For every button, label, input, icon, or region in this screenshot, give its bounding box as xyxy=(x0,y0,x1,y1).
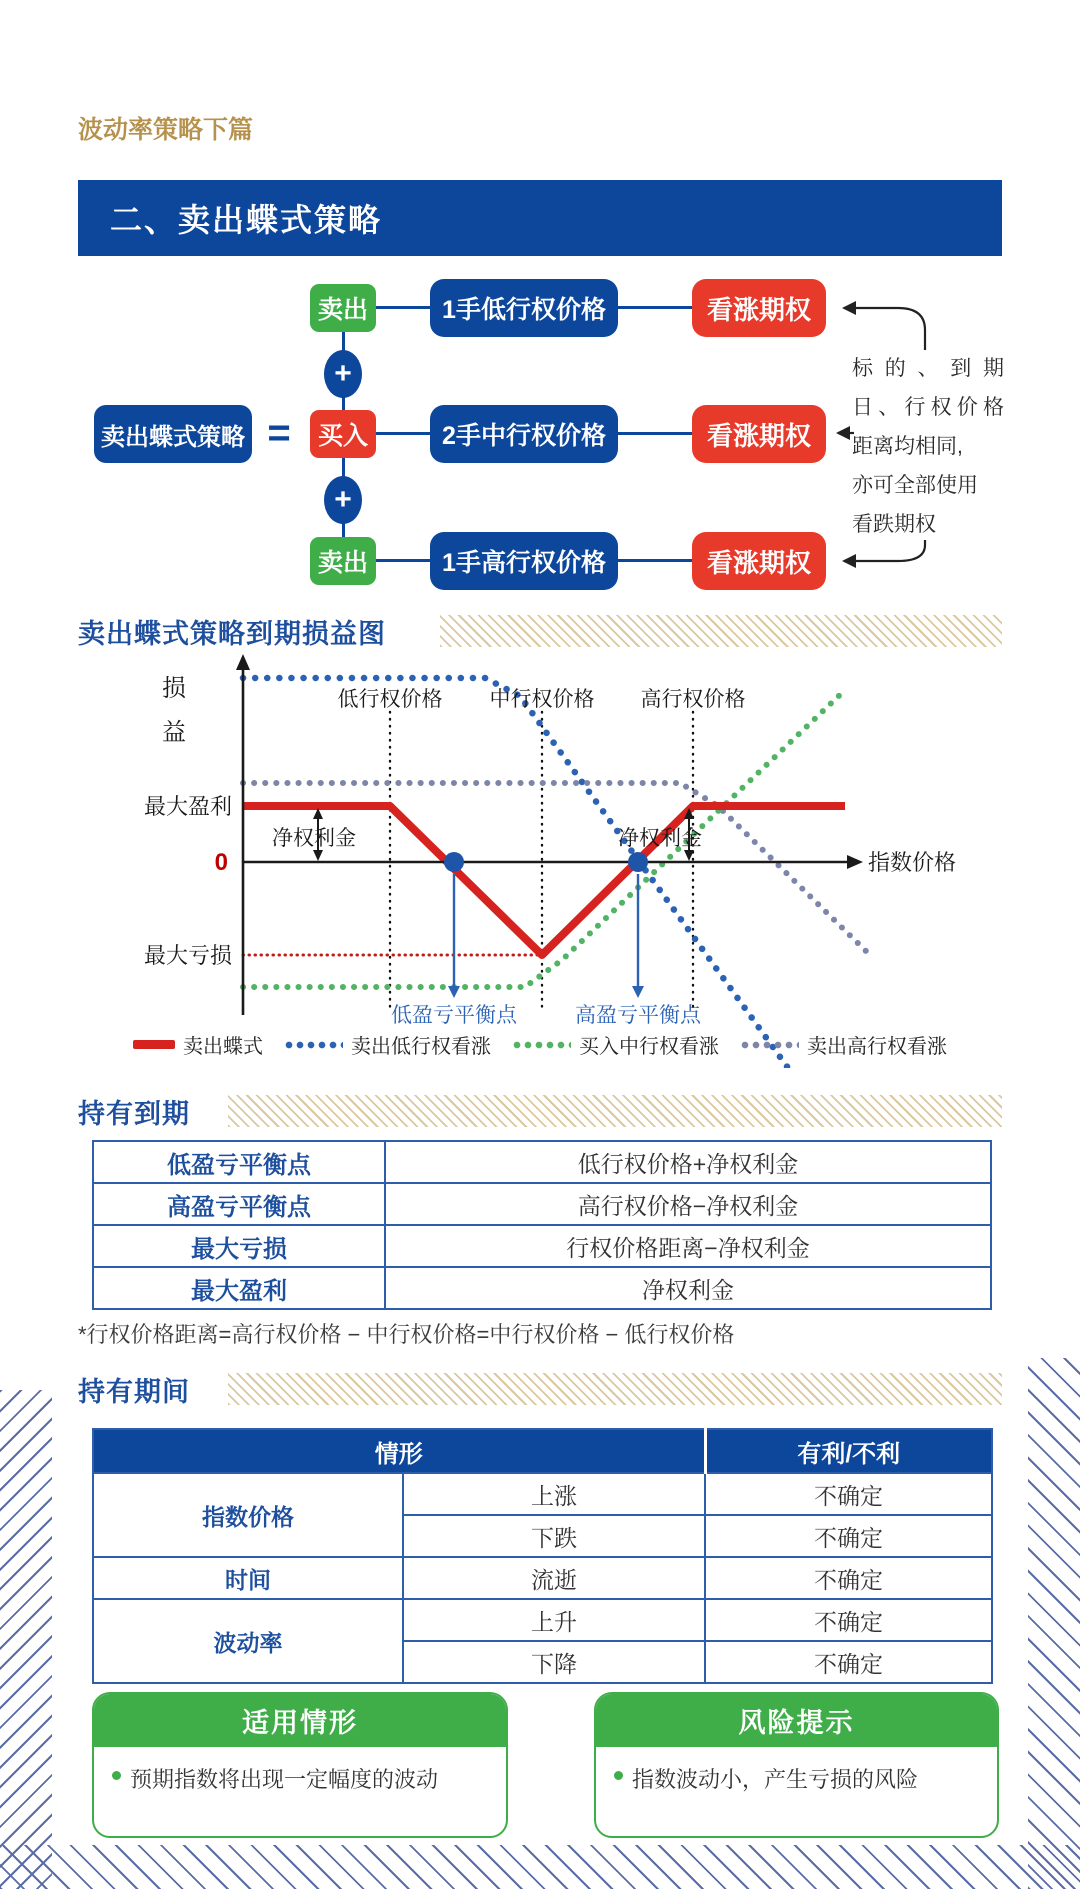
period-section-title: 持有期间 xyxy=(78,1377,190,1407)
legend-swatch-solid-red xyxy=(133,1040,175,1049)
note-line: 标的、到期 xyxy=(852,357,1004,380)
legend-label: 买入中行权看涨 xyxy=(579,1036,719,1058)
table-header-row xyxy=(93,1429,992,1473)
period-scenario: 下降 xyxy=(403,1641,705,1683)
connector-line xyxy=(618,306,692,309)
period-scenario: 上涨 xyxy=(403,1473,705,1515)
period-header-result: 有利/不利 xyxy=(705,1429,992,1473)
expiry-row-value: 净权利金 xyxy=(385,1267,991,1309)
plus-icon: + xyxy=(324,350,362,398)
y-axis-label-char: 损 xyxy=(162,675,186,702)
x-axis-arrow-icon xyxy=(847,855,863,869)
breakeven-dot-low xyxy=(444,852,464,872)
equals-sign: = xyxy=(267,411,291,455)
page-kicker: 波动率策略下篇 xyxy=(78,116,254,144)
strategy-diagram xyxy=(0,0,1080,620)
quantity-box-mid-strike: 2手中行权价格 xyxy=(430,405,618,463)
arrowhead-icon xyxy=(842,301,856,315)
action-box-buy-mid: 买入 xyxy=(310,410,376,458)
decor-hatch-band xyxy=(228,1095,1002,1127)
expiry-row-label: 低盈亏平衡点 xyxy=(93,1141,385,1183)
note-line: 看跌期权 xyxy=(852,513,936,536)
strike-label-low: 低行权价格 xyxy=(337,688,443,711)
x-axis-label: 指数价格 xyxy=(868,850,957,875)
risk-box-title: 风险提示 xyxy=(596,1694,997,1747)
decor-hatch-band xyxy=(228,1373,1002,1405)
expiry-row-label: 最大亏损 xyxy=(93,1225,385,1267)
applicable-box-title: 适用情形 xyxy=(94,1694,506,1747)
chart-legend xyxy=(78,1030,1002,1059)
note-line: 日、行权价格 xyxy=(852,396,1004,419)
quantity-box-high-strike: 1手高行权价格 xyxy=(430,532,618,590)
table-row xyxy=(93,1267,991,1309)
expiry-footnote: *行权价格距离=高行权价格 − 中行权价格=中行权价格 − 低行权价格 xyxy=(78,1322,735,1347)
payoff-chart xyxy=(100,648,1010,1068)
legend-swatch-dotted-green xyxy=(513,1041,571,1049)
page-title: 二、卖出蝶式策略 xyxy=(110,202,383,238)
connector-line xyxy=(376,432,430,435)
applicable-box-body xyxy=(94,1747,506,1810)
expiry-table xyxy=(92,1140,992,1310)
premium-label-right: 净权利金 xyxy=(618,827,702,850)
note-line: 距离均相同, xyxy=(852,435,963,458)
connector-line xyxy=(618,432,692,435)
note-line: 亦可全部使用 xyxy=(852,474,978,497)
expiry-section-title: 持有到期 xyxy=(78,1099,190,1129)
breakeven-label-high: 高盈亏平衡点 xyxy=(575,1004,701,1027)
table-row xyxy=(93,1183,991,1225)
applicable-box xyxy=(92,1692,508,1838)
applicable-bullet-text: 预期指数将出现一定幅度的波动 xyxy=(130,1767,439,1792)
period-result: 不确定 xyxy=(705,1599,992,1641)
connector-line xyxy=(376,559,430,562)
arrowhead-icon xyxy=(632,986,644,998)
payoff-section-title: 卖出蝶式策略到期损益图 xyxy=(78,619,386,649)
breakeven-label-low: 低盈亏平衡点 xyxy=(391,1004,517,1027)
period-result: 不确定 xyxy=(705,1473,992,1515)
bullet-icon xyxy=(614,1771,623,1780)
legend-label: 卖出低行权看涨 xyxy=(351,1036,491,1058)
table-row xyxy=(93,1141,991,1183)
zero-label: 0 xyxy=(214,849,228,876)
arrowhead-icon xyxy=(313,850,323,861)
expiry-row-label: 最大盈利 xyxy=(93,1267,385,1309)
legend-swatch-dotted-gray xyxy=(741,1041,799,1049)
risk-box-body xyxy=(596,1747,997,1810)
table-row xyxy=(93,1473,992,1515)
legend-item-butterfly xyxy=(133,1030,263,1059)
y-axis-label-char: 益 xyxy=(162,719,186,746)
risk-box xyxy=(594,1692,999,1838)
option-box-call-2: 看涨期权 xyxy=(692,405,826,463)
legend-swatch-dotted-blue xyxy=(285,1041,343,1049)
strike-label-high: 高行权价格 xyxy=(640,688,746,711)
period-factor: 时间 xyxy=(93,1557,403,1599)
table-row xyxy=(93,1599,992,1641)
action-box-sell-high: 卖出 xyxy=(310,537,376,585)
expiry-row-value: 低行权价格+净权利金 xyxy=(385,1141,991,1183)
legend-item-short-high-call xyxy=(741,1030,947,1059)
legend-item-long-mid-call xyxy=(513,1030,719,1059)
table-row xyxy=(93,1557,992,1599)
decor-hatch-band xyxy=(440,615,1002,647)
max-loss-label: 最大亏损 xyxy=(143,943,232,968)
period-result: 不确定 xyxy=(705,1557,992,1599)
period-scenario: 流逝 xyxy=(403,1557,705,1599)
bullet-icon xyxy=(112,1771,121,1780)
decor-left-hatch xyxy=(0,1390,52,1889)
period-factor: 波动率 xyxy=(93,1599,403,1683)
decor-right-hatch xyxy=(1028,1358,1080,1889)
legend-label: 卖出蝶式 xyxy=(183,1036,263,1058)
arrowhead-icon xyxy=(836,426,850,440)
risk-bullet-text: 指数波动小，产生亏损的风险 xyxy=(632,1767,919,1792)
period-result: 不确定 xyxy=(705,1641,992,1683)
plus-icon: + xyxy=(324,476,362,524)
period-table xyxy=(92,1428,993,1684)
legend-item-short-low-call xyxy=(285,1030,491,1059)
legend-label: 卖出高行权看涨 xyxy=(807,1036,947,1058)
connector-line xyxy=(376,306,430,309)
expiry-row-label: 高盈亏平衡点 xyxy=(93,1183,385,1225)
arrowhead-icon xyxy=(842,554,856,568)
quantity-box-low-strike: 1手低行权价格 xyxy=(430,279,618,337)
period-scenario: 上升 xyxy=(403,1599,705,1641)
strategy-result-box: 卖出蝶式策略 xyxy=(94,405,252,463)
arrowhead-icon xyxy=(448,986,460,998)
table-row xyxy=(93,1225,991,1267)
strike-label-mid: 中行权价格 xyxy=(489,688,595,711)
period-result: 不确定 xyxy=(705,1515,992,1557)
breakeven-dot-high xyxy=(628,852,648,872)
y-axis-arrow-icon xyxy=(236,654,250,670)
max-profit-label: 最大盈利 xyxy=(143,794,232,819)
option-box-call-3: 看涨期权 xyxy=(692,532,826,590)
connector-line xyxy=(618,559,692,562)
action-box-sell-low: 卖出 xyxy=(310,284,376,332)
period-header-scenario: 情形 xyxy=(93,1429,705,1473)
diagram-note xyxy=(852,349,1004,544)
expiry-row-value: 行权价格距离−净权利金 xyxy=(385,1225,991,1267)
option-box-call-1: 看涨期权 xyxy=(692,279,826,337)
decor-bottom-hatch xyxy=(0,1845,1080,1889)
premium-label-left: 净权利金 xyxy=(272,827,356,850)
expiry-row-value: 高行权价格−净权利金 xyxy=(385,1183,991,1225)
period-scenario: 下跌 xyxy=(403,1515,705,1557)
period-factor: 指数价格 xyxy=(93,1473,403,1557)
